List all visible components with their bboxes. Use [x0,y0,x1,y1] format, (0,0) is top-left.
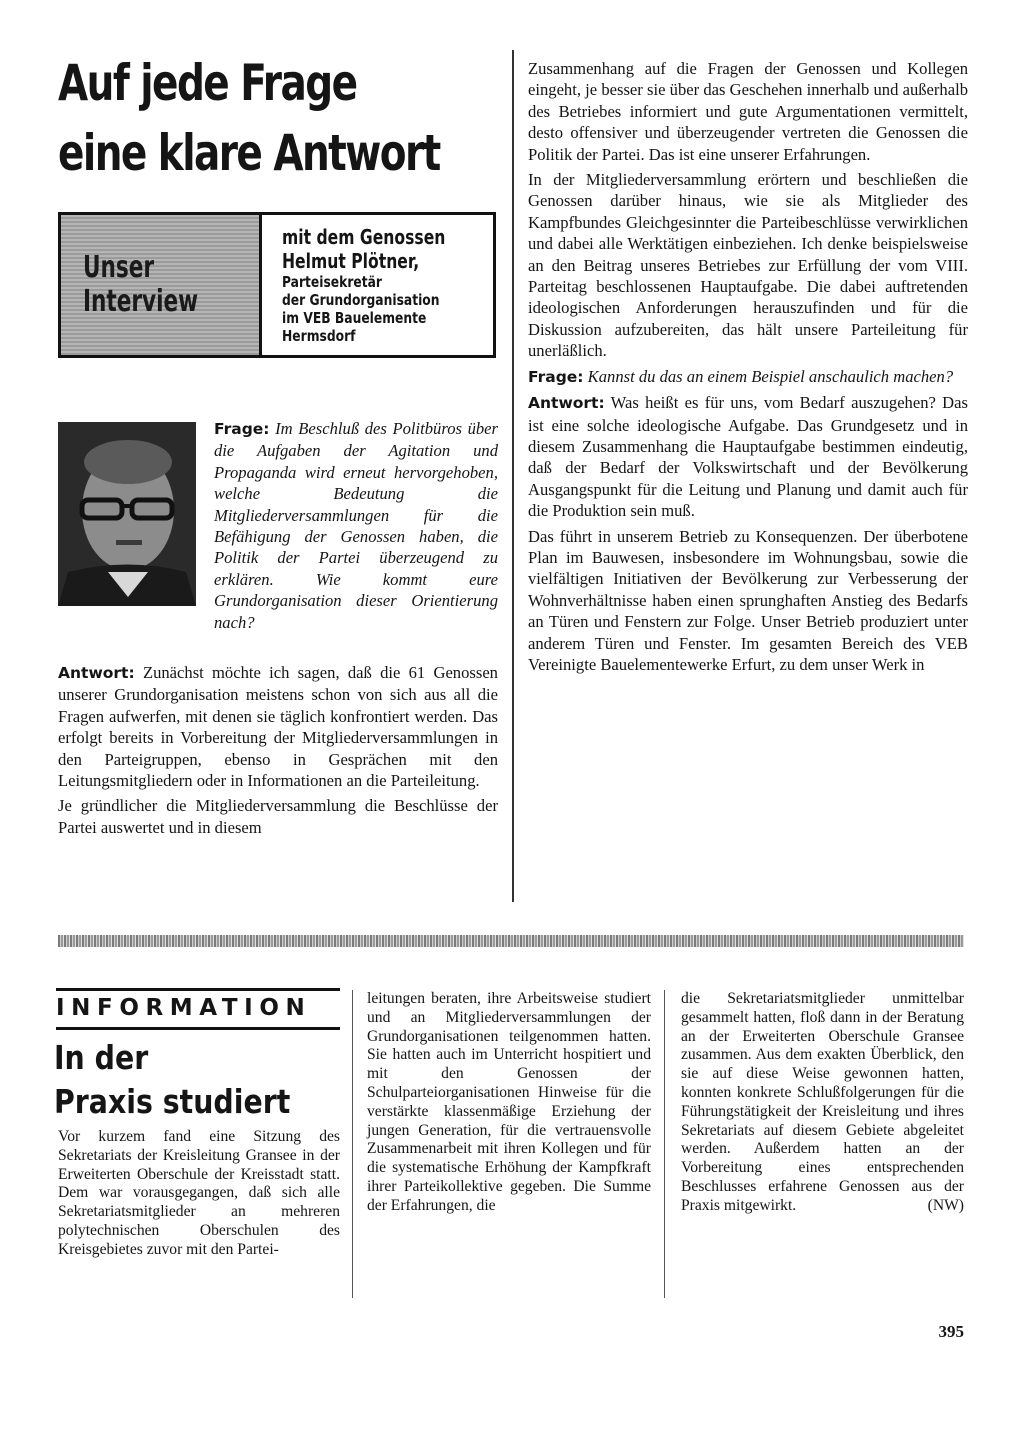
portrait-photo [58,422,196,606]
question-2-label: Frage: [528,367,584,386]
article-headline [58,48,440,188]
right-paragraph-1: Zusammenhang auf die Fragen der Genossen und Kollegen eingeht, je besser sie über das Geschehen innerhalb und außerhalb des Betriebes informiert und gute Argumentationen vermittelt, desto offensiver und überzeugender vertreten die Genossen die Politik der Partei. Das ist eine unserer Erfahrungen. [528,59,968,164]
question-2 [528,366,968,388]
answer-1-paragraph-1 [58,662,498,791]
answer-1-paragraph-2: Je gründlicher die Mitgliederversammlung die Beschlüsse der Partei auswertet und in diesem [58,796,498,837]
interviewee-name: Helmut Plötner, [282,249,420,273]
right-paragraph-3: Das führt in unserem Betrieb zu Konsequenzen. Der überbotene Plan im Bauwesen, insbesondere im Wohnungsbau, sowie die vielfältigen Initiativen der Bevölkerung zur Verbesserung der Wohnverhältnisse haben einen sprunghaften Anstieg des Bedarfs an Türen und Fenstern zur Folge. Unser Betrieb produziert unter anderem Türen und Fenster. Im gesamten Bereich des VEB Vereinigte Bauelementewerke Erfurt, zu dem unser Werk in [528,526,968,674]
answer-1-text: Zunächst möchte ich sagen, daß die 61 Genossen unserer Grundorganisation meistens schon von sich aus all die Fragen aufwerfen, mit denen sie täglich konfrontiert werden. Das erfolgt bereits in Vorbereitung der Mitgliederversammlungen in den Parteigruppen, ebenso in Gesprächen mit den Leitungsmitgliedern oder in Informationen an die Parteileitung. [58,663,498,791]
interview-box [58,212,496,358]
section-separator [58,935,964,947]
information-kicker: INFORMATION [56,995,312,1021]
information-column-2: leitungen beraten, ihre Arbeitsweise studiert und an Mitgliederversammlungen der Grundorganisationen teilgenommen hatten. Sie hatten auch im Unterricht hospitiert und mit den Genossen der Schulparteiorganisationen Hinweise für die verstärkte klassenmäßige Erziehung der jungen Generation, für die vertrauensvolle Zusammenarbeit mit ihren Kollegen und für die systematische Erhöhung der Kampfkraft ihrer Parteikollektive gegeben. Die Summe der Erfahrungen, die [367,990,651,1214]
interviewee-info [262,215,491,355]
question-1-text: Im Beschluß des Politbüros über die Aufgaben der Agitation und Propaganda wird erneut hervorgehoben, welche Bedeutung die Mitgliederversammlungen für die Befähigung der Genossen haben, die Politik der Partei überzeugend zu erklären. Wie kommt eure Grundorganisation dieser Orientierung nach? [214,419,498,632]
answer-2 [528,392,968,521]
author-signature: (NW) [927,1196,964,1214]
interviewee-role-2: der Grundorganisation [282,291,440,309]
information-rule-1 [352,990,353,1298]
right-column [528,58,968,679]
question-2-text: Kannst du das an einem Beispiel anschaulich machen? [587,366,954,386]
answer-2-label: Antwort: [528,394,605,413]
information-column-1: Vor kurzem fand eine Sitzung des Sekretariats der Kreisleitung Gransee in der Erweiterten Oberschule der Kreisstadt statt. Dem war vorausgegangen, daß sich alle Sekretariatsmitglieder an mehreren polytechnischen Oberschulen des Kreisgebietes zuvor mit den Partei- [58,1128,340,1258]
column-rule [512,50,514,902]
headline-line-1: Auf jede Frage [58,54,357,112]
information-column-3 [681,990,964,1216]
information-title-line-1: In der [54,1038,149,1077]
interview-tag-line-1: Unser [83,250,155,285]
interviewee-role-3: im VEB Bauelemente [282,309,427,327]
answer-2-text: Was heißt es für uns, vom Bedarf auszugehen? Das ist eine solche ideologische Aufgabe. Das Grundgesetz und in diesem Zusammenhang die Hauptaufgabe bestimmen eindeutig, daß der Bedarf der Volkswirtschaft und der Bevölkerung Ausgangspunkt für die Leitung und Planung und damit auch für die Produktion sein muß. [528,393,968,521]
information-column-3-text: die Sekretariatsmitglieder unmittelbar gesammelt hatten, floß dann in der Beratung an der Erweiterten Oberschule Gransee zusammen. Aus dem exakten Überblick, den sie auf diese Weise gewonnen hatten, konnten konkrete Schlußfolgerungen für die Führungstätigkeit der Kreisleitung und ihres Sekretariats auf diesem Gebiete abgeleitet werden. Außerdem hatten an der Vorbereitung eines entsprechenden Beschlusses erfahrene Genossen aus der Praxis mitgewirkt. [681,990,964,1214]
question-1-label: Frage: [214,420,270,438]
portrait-image [58,422,196,606]
answer-1-label: Antwort: [58,664,135,682]
question-1 [214,418,498,633]
right-paragraph-2: In der Mitgliederversammlung erörtern und beschließen die Genossen darüber hinaus, wie sie als Mitglieder des Kampfbundes Gleichgesinnter die Parteibeschlüsse verwirklichen und dabei alle Werktätigen einbeziehen. Ich denke beispielsweise an den Beitrag unseres Betriebes zur Erfüllung der vom VIII. Parteitag beschlossenen Hauptaufgabe. Die dabei auftretenden ideologischen Anforderungen herauszufinden und für die Diskussion aufzubereiten, das hält unsere Parteileitung für unerläßlich. [528,170,968,361]
interviewee-with: mit dem Genossen [282,225,446,249]
information-rule-2 [664,990,665,1298]
interview-tag [61,215,262,355]
page-number: 395 [938,1322,964,1341]
interviewee-role-4: Hermsdorf [282,327,356,345]
interview-tag-line-2: Interview [83,284,199,319]
answer-1 [58,662,498,842]
interviewee-role-1: Parteisekretär [282,273,382,291]
info-rule-bottom [56,1027,340,1030]
information-title [54,1036,312,1124]
information-title-line-2: Praxis studiert [54,1082,291,1121]
headline-line-2: eine klare Antwort [58,124,440,182]
